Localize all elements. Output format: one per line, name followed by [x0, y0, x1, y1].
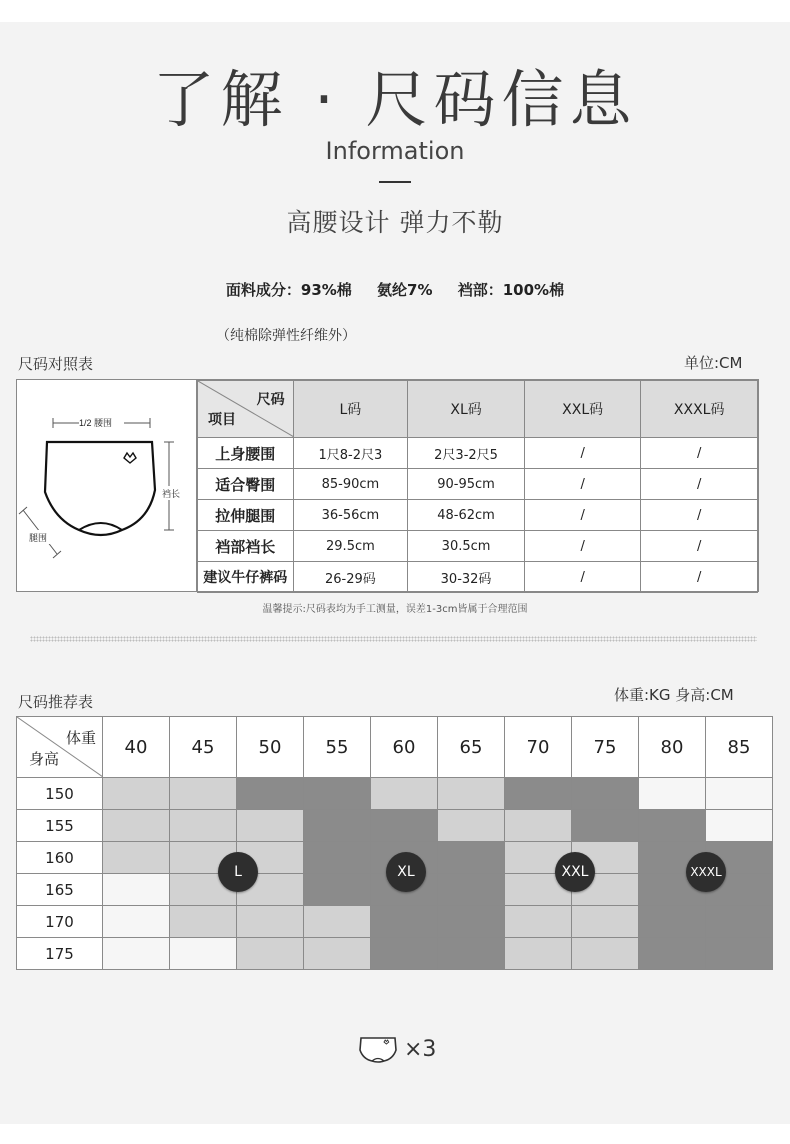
recommendation-label: 尺码推荐表	[18, 693, 94, 711]
package-quantity	[358, 1033, 436, 1065]
size-row	[198, 562, 758, 593]
recommendation-units: 体重:KG 身高:CM	[614, 686, 734, 704]
height-label: 150	[17, 778, 103, 810]
recommendation-cell	[438, 938, 505, 970]
weight-header: 85	[706, 717, 773, 778]
recommendation-cell	[572, 938, 639, 970]
recommendation-cell	[438, 874, 505, 906]
half-waist-label: 1/2 腰围	[79, 418, 113, 428]
size-cell: 36-56cm	[293, 500, 408, 531]
recommendation-cell	[706, 810, 773, 842]
title-divider	[379, 181, 411, 183]
corner-item-label: 项目	[208, 412, 236, 428]
weight-header: 80	[639, 717, 706, 778]
recommendation-cell	[505, 938, 572, 970]
size-row	[198, 531, 758, 562]
recommendation-cell	[639, 938, 706, 970]
size-cell: /	[524, 500, 641, 531]
weight-header: 70	[505, 717, 572, 778]
recommendation-cell	[103, 874, 170, 906]
size-row-label: 裆部裆长	[198, 531, 294, 562]
size-cell: /	[641, 562, 758, 593]
recommendation-cell	[170, 906, 237, 938]
recommendation-cell	[639, 906, 706, 938]
recommendation-cell	[304, 938, 371, 970]
fabric-note: （纯棉除弹性纤维外）	[216, 328, 356, 344]
recommendation-cell	[170, 810, 237, 842]
recommendation-cell	[103, 906, 170, 938]
corner-weight-label: 体重	[65, 729, 96, 747]
recommendation-cell	[304, 906, 371, 938]
weight-header: 50	[237, 717, 304, 778]
recommendation-cell	[438, 810, 505, 842]
corner-height-label: 身高	[29, 750, 60, 768]
recommendation-cell	[371, 778, 438, 810]
corner-size-label: 尺码	[256, 392, 285, 408]
size-cell: /	[524, 562, 641, 593]
height-label: 160	[17, 842, 103, 874]
height-label: 170	[17, 906, 103, 938]
recommendation-row	[17, 938, 773, 970]
size-badge-xxxl: XXXL	[686, 852, 726, 892]
recommendation-cell	[103, 842, 170, 874]
weight-header: 55	[304, 717, 371, 778]
recommendation-cell	[572, 906, 639, 938]
fabric-main: 面料成分：93%棉	[225, 281, 352, 299]
height-label: 165	[17, 874, 103, 906]
size-row-label: 上身腰围	[198, 438, 294, 469]
recommendation-row	[17, 810, 773, 842]
recommendation-cell	[304, 842, 371, 874]
recommendation-cell	[304, 778, 371, 810]
recommendation-cell	[639, 810, 706, 842]
recommendation-cell	[438, 842, 505, 874]
size-cell: /	[524, 469, 641, 500]
recommendation-cell	[371, 810, 438, 842]
recommendation-cell	[103, 810, 170, 842]
recommendation-cell	[706, 938, 773, 970]
recommendation-cell	[170, 778, 237, 810]
recommendation-table	[16, 716, 773, 970]
recommendation-cell	[371, 938, 438, 970]
size-column-header: L码	[293, 381, 408, 438]
recommendation-corner	[17, 717, 103, 778]
recommendation-row	[17, 778, 773, 810]
fabric-spandex: 氨纶7%	[377, 281, 433, 299]
size-row-label: 拉伸腿围	[198, 500, 294, 531]
recommendation-cell	[103, 778, 170, 810]
size-column-header: XXL码	[524, 381, 641, 438]
size-row	[198, 438, 758, 469]
recommendation-row	[17, 906, 773, 938]
size-table-corner	[198, 381, 294, 438]
briefs-diagram-icon	[17, 380, 196, 591]
recommendation-cell	[304, 810, 371, 842]
recommendation-cell	[237, 906, 304, 938]
measurement-tip: 温馨提示:尺码表均为手工测量，误差1-3cm皆属于合理范围	[262, 604, 528, 615]
page-title: 了解 · 尺码信息	[152, 63, 638, 136]
size-cell: /	[641, 438, 758, 469]
quantity-text: ×3	[404, 1036, 437, 1062]
size-badge-xl: XL	[386, 852, 426, 892]
recommendation-cell	[706, 778, 773, 810]
top-strip	[0, 0, 790, 22]
recommendation-cell	[505, 810, 572, 842]
size-table-header	[198, 381, 758, 438]
recommendation-cell	[438, 906, 505, 938]
height-label: 175	[17, 938, 103, 970]
recommendation-cell	[639, 778, 706, 810]
size-cell: 90-95cm	[408, 469, 525, 500]
fabric-crotch: 裆部：100%棉	[457, 281, 565, 299]
recommendation-header	[17, 717, 773, 778]
size-cell: 29.5cm	[293, 531, 408, 562]
recommendation-cell	[237, 778, 304, 810]
recommendation-cell	[572, 778, 639, 810]
size-badge-xxl: XXL	[555, 852, 595, 892]
recommendation-cell	[103, 938, 170, 970]
recommendation-cell	[170, 938, 237, 970]
recommendation-cell	[438, 778, 505, 810]
briefs-diagram	[17, 380, 197, 591]
weight-header: 40	[103, 717, 170, 778]
size-cell: 1尺8-2尺3	[293, 438, 408, 469]
size-cell: /	[524, 438, 641, 469]
recommendation-cell	[237, 810, 304, 842]
size-cell: /	[641, 469, 758, 500]
dotted-divider	[30, 636, 757, 642]
size-cell: 2尺3-2尺5	[408, 438, 525, 469]
weight-header: 65	[438, 717, 505, 778]
size-cell: 30-32码	[408, 562, 525, 593]
weight-header: 45	[170, 717, 237, 778]
size-table	[197, 380, 758, 593]
briefs-icon	[358, 1034, 398, 1064]
size-row	[198, 500, 758, 531]
fabric-composition	[0, 279, 790, 300]
size-row-label: 建议牛仔裤码	[198, 562, 294, 593]
size-chart	[16, 379, 759, 592]
size-cell: 85-90cm	[293, 469, 408, 500]
height-label: 155	[17, 810, 103, 842]
bottom-strip	[0, 1124, 790, 1144]
crotch-length-label: 裆长	[162, 489, 181, 499]
leg-opening-label: 腿围	[29, 533, 48, 543]
recommendation-cell	[706, 906, 773, 938]
size-cell: 48-62cm	[408, 500, 525, 531]
recommendation-cell	[505, 906, 572, 938]
weight-header: 60	[371, 717, 438, 778]
size-row	[198, 469, 758, 500]
size-cell: 26-29码	[293, 562, 408, 593]
size-chart-unit: 单位:CM	[684, 354, 743, 372]
size-cell: /	[641, 531, 758, 562]
size-cell: 30.5cm	[408, 531, 525, 562]
recommendation-cell	[304, 874, 371, 906]
size-cell: /	[641, 500, 758, 531]
recommendation-cell	[505, 778, 572, 810]
size-chart-label: 尺码对照表	[18, 355, 94, 373]
size-badge-l: L	[218, 852, 258, 892]
weight-header: 75	[572, 717, 639, 778]
size-cell: /	[524, 531, 641, 562]
size-column-header: XXXL码	[641, 381, 758, 438]
size-row-label: 适合臀围	[198, 469, 294, 500]
recommendation-cell	[371, 906, 438, 938]
recommendation-cell	[237, 938, 304, 970]
subtitle-en: Information	[325, 137, 465, 165]
tagline: 高腰设计 弹力不勒	[286, 208, 504, 237]
recommendation-cell	[572, 810, 639, 842]
size-column-header: XL码	[408, 381, 525, 438]
